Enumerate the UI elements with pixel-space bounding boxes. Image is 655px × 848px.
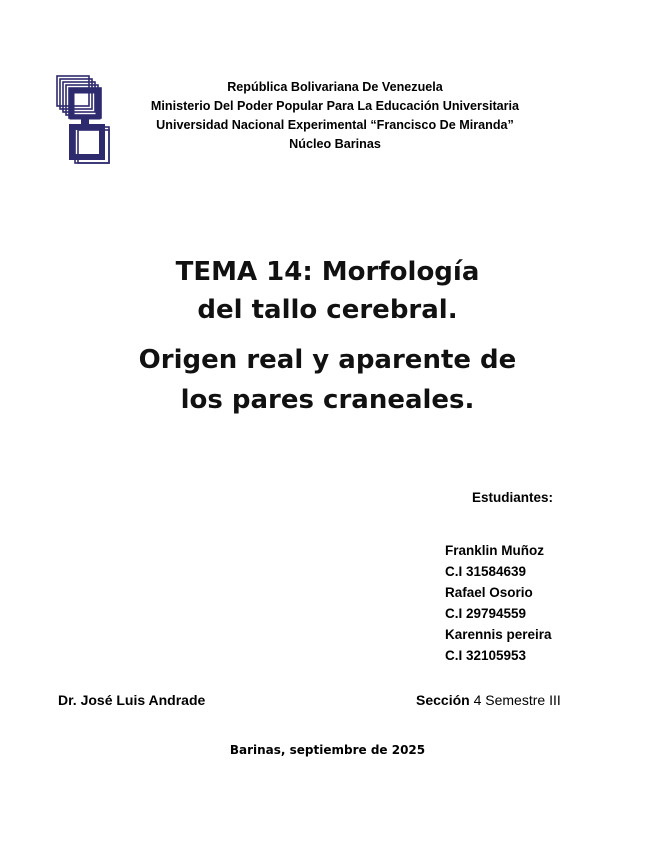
title-line-3: Origen real y aparente de [138,345,517,375]
university-logo-icon [56,75,112,167]
title-line-1: TEMA 14: Morfología [175,257,480,287]
section-label: Sección [416,692,470,708]
institution-header [120,78,550,154]
header-line-republic: República Bolivariana De Venezuela [227,80,443,94]
student-id: C.I 32105953 [445,648,527,663]
header-line-university: Universidad Nacional Experimental “Francisco De Miranda” [156,118,514,132]
students-list [445,540,552,666]
title-line-2: del tallo cerebral. [197,295,458,325]
student-name: Karennis pereira [445,627,552,642]
student-name: Rafael Osorio [445,585,533,600]
section-info [416,692,561,708]
student-name: Franklin Muñoz [445,543,544,558]
advisor-name: Dr. José Luis Andrade [58,692,206,708]
students-label: Estudiantes: [472,490,554,505]
section-value: 4 Semestre III [473,692,561,708]
place-date: Barinas, septiembre de 2025 [229,743,426,757]
student-id: C.I 31584639 [445,564,527,579]
student-id: C.I 29794559 [445,606,527,621]
document-title-part-2 [0,340,655,420]
title-line-4: los pares craneales. [180,385,475,415]
document-title-part-1 [0,253,655,329]
header-line-campus: Núcleo Barinas [289,137,381,151]
header-line-ministry: Ministerio Del Poder Popular Para La Educación Universitaria [150,99,520,113]
